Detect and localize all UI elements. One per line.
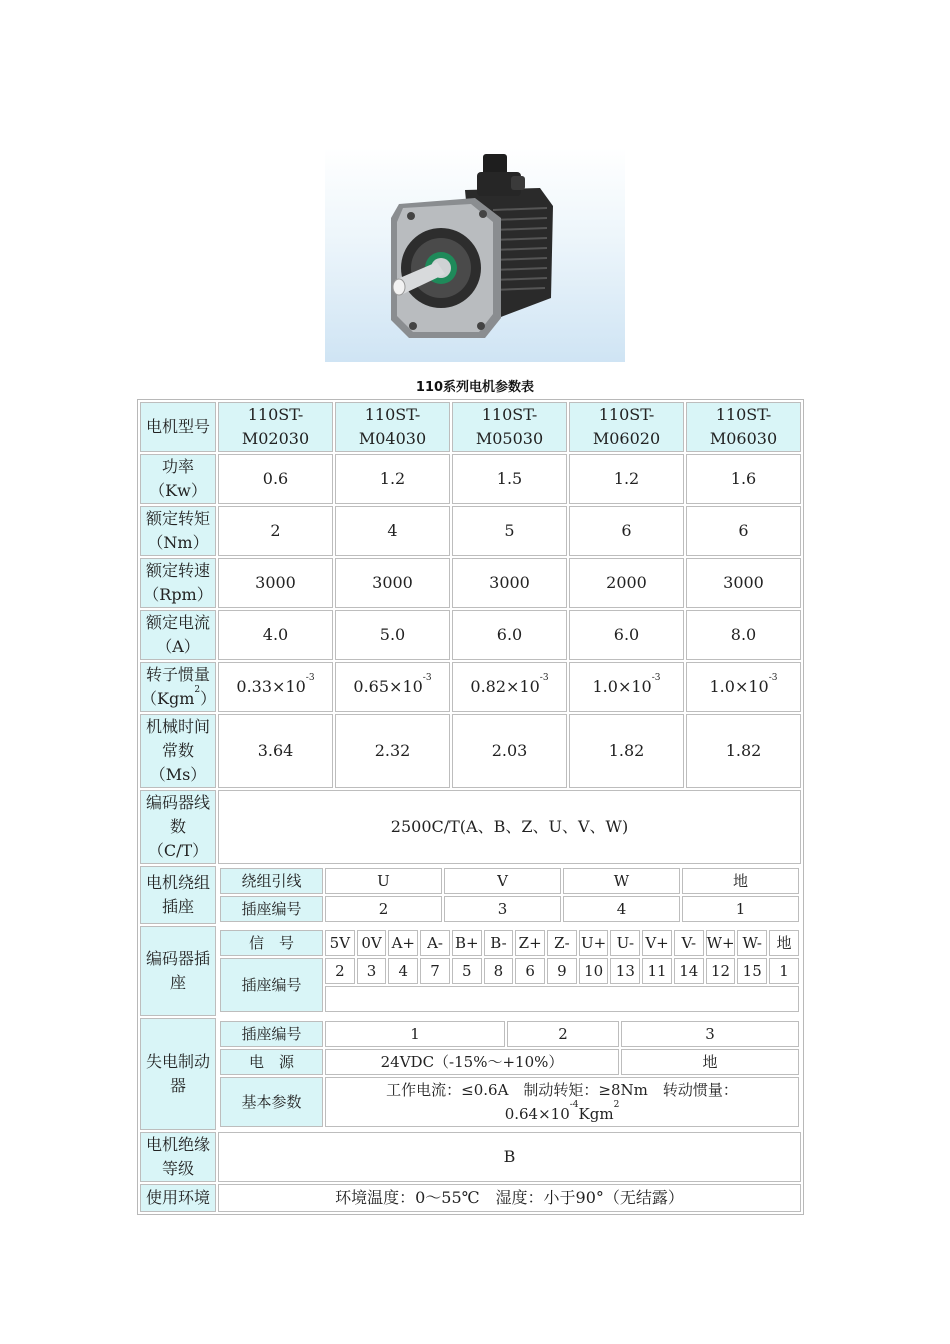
label-line: 电机绕组: [145, 873, 210, 892]
exponent: -3: [651, 673, 661, 683]
value-cell: 8.0: [686, 610, 801, 660]
label-line: 等级: [161, 1159, 194, 1178]
insulation-row: [140, 1132, 801, 1182]
pin-cell: 10: [579, 958, 609, 984]
label-line: 编码器插: [145, 949, 210, 968]
exponent: -3: [305, 673, 315, 683]
value-cell: 4: [335, 506, 450, 556]
speed-label: [140, 558, 216, 608]
superscript: 2: [194, 685, 201, 695]
pin-cell: 13: [610, 958, 640, 984]
model-cell: 110ST-M06020: [569, 402, 684, 452]
signal-cell: A+: [388, 930, 418, 956]
value-cell: 2.03: [452, 714, 567, 788]
label-line: （Kw）: [149, 481, 207, 500]
value-cell: 2.32: [335, 714, 450, 788]
pin-cell: 6: [515, 958, 545, 984]
label-line: 常数: [161, 741, 194, 760]
value-cell: 2: [325, 896, 442, 922]
pin-cell: 11: [642, 958, 672, 984]
pin-cell: 5: [452, 958, 482, 984]
signal-cell: U+: [579, 930, 609, 956]
pin-cell: 3: [357, 958, 387, 984]
value-cell: 1: [682, 896, 799, 922]
value-cell: [335, 662, 450, 712]
empty-cell: [325, 986, 799, 1012]
value-cell: 3000: [686, 558, 801, 608]
brake-row: [140, 1018, 801, 1130]
value-cell: 4: [563, 896, 680, 922]
winding-socket-label: [140, 866, 216, 924]
label-line: 编码器线: [145, 793, 210, 812]
model-cell: 110ST-M05030: [452, 402, 567, 452]
signal-cell: A-: [420, 930, 450, 956]
encoder-lines-label: [140, 790, 216, 864]
value-cell: 地: [682, 868, 799, 894]
value-cell: 1.6: [686, 454, 801, 504]
brake-label: [140, 1018, 216, 1130]
value-cell: 0.6: [218, 454, 333, 504]
pin-cell: 4: [388, 958, 418, 984]
label-line: （Ms）: [149, 765, 207, 784]
value-cell: 3000: [218, 558, 333, 608]
label-line: 插座: [161, 897, 194, 916]
label-line: 失电制动: [145, 1052, 210, 1071]
value-cell: 2: [218, 506, 333, 556]
signal-cell: Z-: [547, 930, 577, 956]
label-line: （A）: [156, 637, 200, 656]
signal-cell: 地: [769, 930, 799, 956]
exponent: -4: [569, 1100, 579, 1110]
unit-text: Kgm: [578, 1105, 614, 1123]
value-cell: 1.2: [335, 454, 450, 504]
sub-label: 绕组引线: [220, 868, 323, 894]
inertia-label: [140, 662, 216, 712]
label-line: 机械时间: [145, 717, 210, 736]
time-constant-row: [140, 714, 801, 788]
sub-label: 插座编号: [220, 896, 323, 922]
label-line: （Rpm）: [143, 585, 213, 604]
params-text: 0.64×10: [504, 1105, 570, 1123]
servo-motor-image: [325, 148, 625, 362]
value-cell: 3.64: [218, 714, 333, 788]
torque-label: [140, 506, 216, 556]
brake-params-cell: [325, 1077, 799, 1127]
value-cell: 6.0: [569, 610, 684, 660]
motor-photo: [325, 148, 625, 362]
environment-value: 环境温度：0～55℃ 湿度：小于90°（无结露）: [218, 1184, 801, 1212]
current-label: [140, 610, 216, 660]
value-text: 0.82×10: [470, 677, 540, 696]
sub-label: 信 号: [220, 930, 323, 956]
value-cell: 3: [621, 1021, 799, 1047]
insulation-value: B: [218, 1132, 801, 1182]
winding-socket-grid: [218, 866, 801, 924]
pin-cell: 8: [484, 958, 514, 984]
motor-parameter-table: [137, 399, 804, 1215]
label-line: 转子惯量: [145, 665, 210, 684]
value-text: 1.0×10: [709, 677, 769, 696]
value-cell: 1.82: [686, 714, 801, 788]
value-cell: 3000: [452, 558, 567, 608]
value-cell: 地: [621, 1049, 799, 1075]
encoder-lines-value: 2500C/T(A、B、Z、U、V、W): [218, 790, 801, 864]
value-cell: V: [444, 868, 561, 894]
value-cell: [686, 662, 801, 712]
brake-table: [218, 1019, 801, 1129]
label-line: 额定转矩: [145, 509, 210, 528]
model-cell: 110ST-M04030: [335, 402, 450, 452]
value-cell: 6: [569, 506, 684, 556]
value-cell: 3000: [335, 558, 450, 608]
power-label: [140, 454, 216, 504]
superscript: 2: [613, 1100, 620, 1110]
value-cell: 6.0: [452, 610, 567, 660]
pin-cell: 7: [420, 958, 450, 984]
value-cell: 5.0: [335, 610, 450, 660]
value-cell: U: [325, 868, 442, 894]
environment-label: 使用环境: [140, 1184, 216, 1212]
sub-label: 插座编号: [220, 1021, 323, 1047]
signal-cell: U-: [610, 930, 640, 956]
value-text: 0.65×10: [353, 677, 423, 696]
signal-cell: 0V: [357, 930, 387, 956]
model-cell: 110ST-M02030: [218, 402, 333, 452]
signal-cell: W-: [737, 930, 767, 956]
exponent: -3: [539, 673, 549, 683]
model-label: 电机型号: [140, 402, 216, 452]
time-constant-label: [140, 714, 216, 788]
label-line: （C/T）: [147, 841, 209, 860]
exponent: -3: [422, 673, 432, 683]
encoder-lines-row: [140, 790, 801, 864]
encoder-socket-row: [140, 926, 801, 1016]
inertia-row: [140, 662, 801, 712]
signal-cell: Z+: [515, 930, 545, 956]
value-text: 1.0×10: [592, 677, 652, 696]
label-line: 数: [169, 817, 186, 836]
pin-cell: 14: [674, 958, 704, 984]
pin-cell: 9: [547, 958, 577, 984]
value-cell: 4.0: [218, 610, 333, 660]
value-cell: 6: [686, 506, 801, 556]
value-cell: 1.82: [569, 714, 684, 788]
current-row: [140, 610, 801, 660]
encoder-socket-grid: [218, 926, 801, 1016]
label-line: 额定转速: [145, 561, 210, 580]
power-row: [140, 454, 801, 504]
model-row: [140, 402, 801, 452]
params-line: [326, 1102, 798, 1126]
encoder-socket-table: [218, 928, 801, 1014]
value-cell: 2: [507, 1021, 619, 1047]
value-cell: W: [563, 868, 680, 894]
pin-cell: 2: [325, 958, 355, 984]
pin-cell: 12: [706, 958, 736, 984]
value-cell: [218, 662, 333, 712]
encoder-socket-label: [140, 926, 216, 1016]
value-cell: 1.5: [452, 454, 567, 504]
signal-cell: 5V: [325, 930, 355, 956]
params-line: 工作电流：≤0.6A 制动转矩：≥8Nm 转动惯量：: [386, 1081, 738, 1099]
label-line: 额定电流: [145, 613, 210, 632]
label-line: 座: [169, 973, 186, 992]
winding-socket-row: [140, 866, 801, 924]
pin-cell: 1: [769, 958, 799, 984]
environment-row: [140, 1184, 801, 1212]
winding-socket-table: [218, 866, 801, 924]
speed-row: [140, 558, 801, 608]
sub-label: 插座编号: [220, 958, 323, 1012]
signal-cell: V-: [674, 930, 704, 956]
label-line: 电机绝缘: [145, 1135, 210, 1154]
torque-row: [140, 506, 801, 556]
exponent: -3: [768, 673, 778, 683]
signal-cell: V+: [642, 930, 672, 956]
brake-grid: [218, 1018, 801, 1130]
value-text: 0.33×10: [236, 677, 306, 696]
label-line: 功率: [161, 457, 194, 476]
insulation-label: [140, 1132, 216, 1182]
sub-label: 基本参数: [220, 1077, 323, 1127]
value-cell: 2000: [569, 558, 684, 608]
value-cell: 1: [325, 1021, 505, 1047]
value-cell: 1.2: [569, 454, 684, 504]
signal-cell: B+: [452, 930, 482, 956]
unit-text: （Kgm: [141, 689, 195, 708]
value-cell: 3: [444, 896, 561, 922]
unit-text: ）: [200, 689, 217, 708]
model-cell: 110ST-M06030: [686, 402, 801, 452]
pin-cell: 15: [737, 958, 767, 984]
value-cell: 24VDC（-15%～+10%）: [325, 1049, 619, 1075]
value-cell: 5: [452, 506, 567, 556]
signal-cell: B-: [484, 930, 514, 956]
table-caption: 110系列电机参数表: [415, 380, 535, 395]
label-line: [141, 687, 215, 711]
label-line: （Nm）: [147, 533, 209, 552]
signal-cell: W+: [706, 930, 736, 956]
value-cell: [452, 662, 567, 712]
label-line: 器: [169, 1076, 186, 1095]
sub-label: 电 源: [220, 1049, 323, 1075]
value-cell: [569, 662, 684, 712]
